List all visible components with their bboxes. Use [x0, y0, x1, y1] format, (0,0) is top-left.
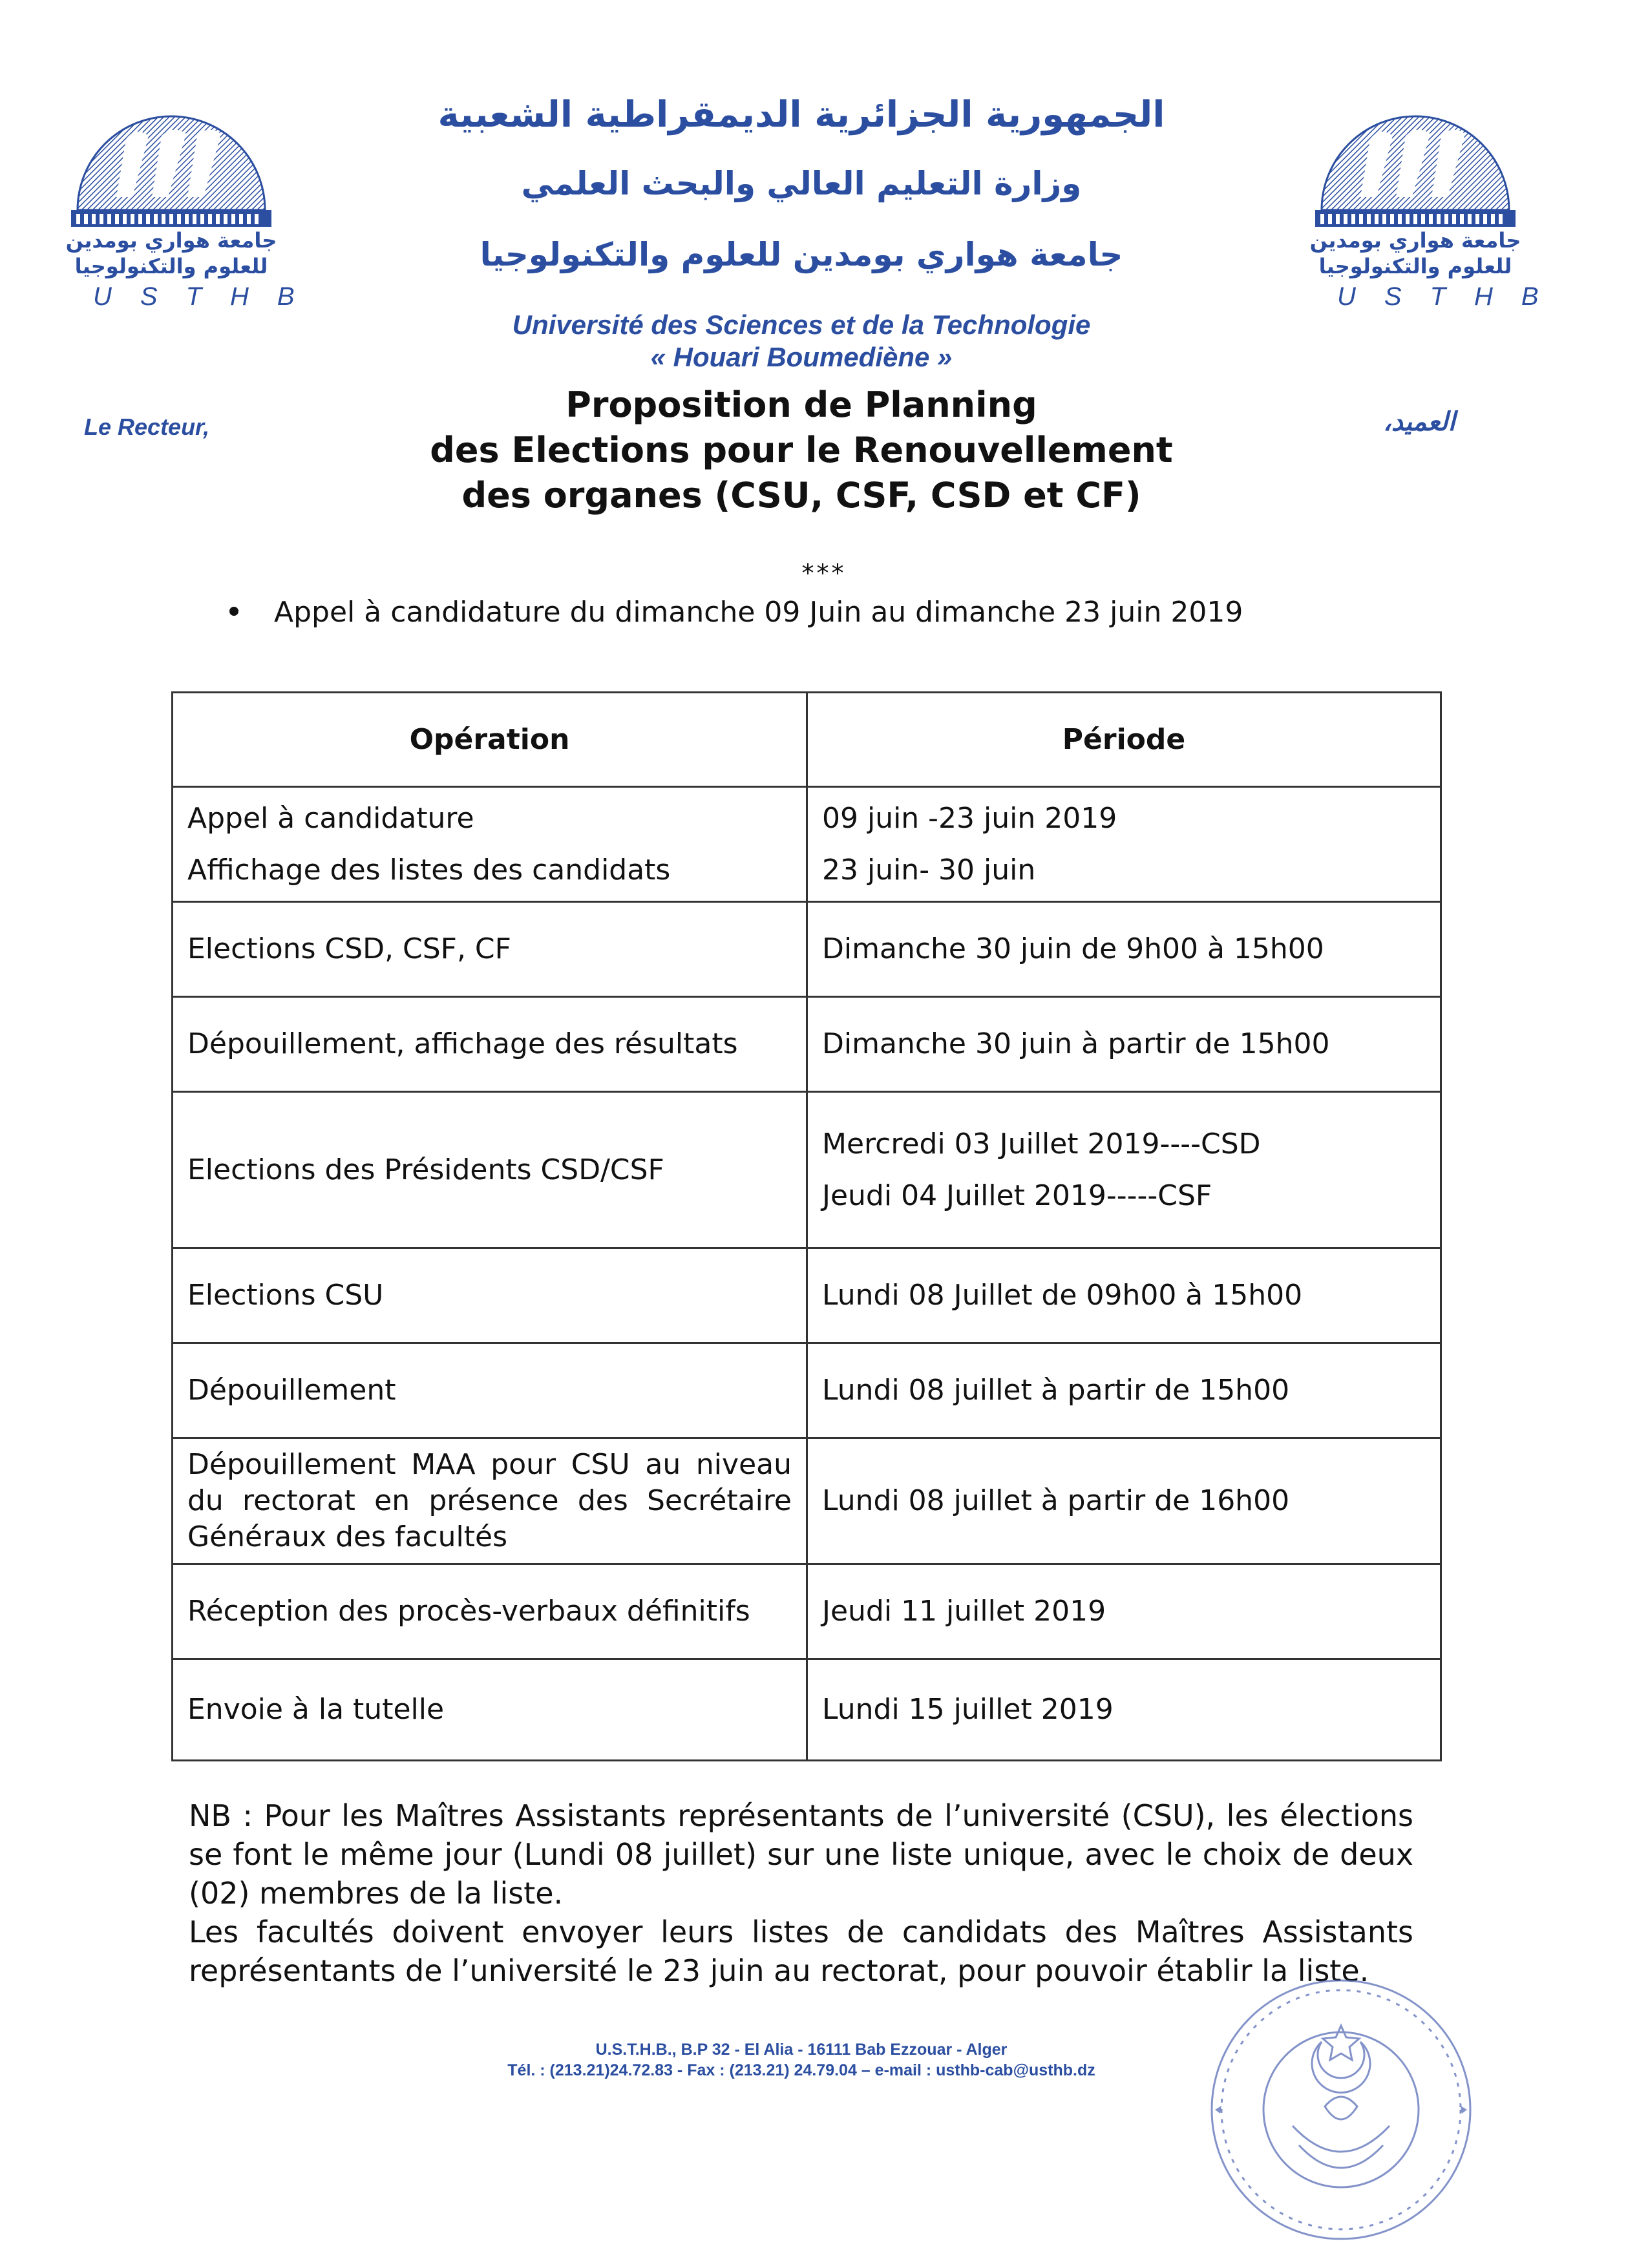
header-university-fr-line1: Université des Sciences et de la Technologie: [512, 310, 1091, 340]
document-title-line3: des organes (CSU, CSF, CSD et CF): [461, 475, 1141, 516]
table-row: [173, 1659, 1441, 1761]
period-cell: Jeudi 11 juillet 2019: [807, 1564, 1441, 1659]
table-row: [173, 902, 1441, 997]
period-cell: Lundi 08 juillet à partir de 16h00: [807, 1438, 1441, 1564]
period-cell: [807, 1092, 1441, 1248]
footer-address: U.S.T.H.B., B.P 32 - El Alia - 16111 Bab Ezzouar - Alger: [595, 2041, 1008, 2059]
header-operation: Opération: [173, 693, 807, 787]
bullet-dot-icon: [229, 607, 238, 616]
nb-paragraph-1: NB : Pour les Maîtres Assistants représentants de l’université (CSU), les élections se font le même jour (Lundi 08 juillet) sur une liste unique, avec le choix de deux (02) membres de la liste.: [189, 1798, 1413, 1911]
operation-cell: Dépouillement: [173, 1343, 807, 1438]
period-cell: Lundi 08 juillet à partir de 15h00: [807, 1343, 1441, 1438]
logo-arabic-line2: للعلوم والتكنولوجيا: [74, 254, 268, 278]
cell-text: 09 juin -23 juin 2019: [822, 801, 1117, 835]
cell-text: 23 juin- 30 juin: [822, 853, 1036, 887]
table-header-row: [173, 693, 1441, 787]
logo-arabic-line1: جامعة هواري بومدين: [65, 228, 277, 253]
table-row: [173, 1564, 1441, 1659]
logo-arabic-line2: للعلوم والتكنولوجيا: [1318, 254, 1512, 278]
usthb-logo-right: [1309, 100, 1567, 313]
period-cell: Dimanche 30 juin de 9h00 à 15h00: [807, 902, 1441, 997]
table-row: [173, 1438, 1441, 1564]
bullet-text: Appel à candidature du dimanche 09 Juin au dimanche 23 juin 2019: [274, 596, 1243, 629]
header-university-fr-line2: « Houari Boumediène »: [650, 342, 953, 372]
operation-cell: Dépouillement MAA pour CSU au niveau du rectorat en présence des Secrétaire Généraux des facultés: [173, 1438, 807, 1564]
table-row: [173, 997, 1441, 1092]
period-cell: [807, 787, 1441, 902]
period-cell: Dimanche 30 juin à partir de 15h00: [807, 997, 1441, 1092]
operation-cell: Dépouillement, affichage des résultats: [173, 997, 807, 1092]
le-recteur-label: Le Recteur,: [84, 414, 210, 440]
operation-cell: Elections des Présidents CSD/CSF: [173, 1092, 807, 1248]
logo-latin: USTHB: [1337, 282, 1567, 311]
document-title-line2: des Elections pour le Renouvellement: [430, 430, 1173, 470]
cell-text: Affichage des listes des candidats: [187, 853, 671, 887]
period-cell: Lundi 08 Juillet de 09h00 à 15h00: [807, 1248, 1441, 1343]
operation-cell: Réception des procès-verbaux définitifs: [173, 1564, 807, 1659]
operation-cell: Elections CSD, CSF, CF: [173, 902, 807, 997]
bullet-item: [229, 596, 1243, 629]
header-ministry-ar: وزارة التعليم العالي والبحث العلمي: [521, 165, 1082, 202]
cell-text: Appel à candidature: [187, 801, 474, 835]
footer-contact: Tél. : (213.21)24.72.83 - Fax : (213.21) 24.79.04 – e-mail : usthb-cab@usthb.dz: [507, 2061, 1095, 2079]
header-university-ar: جامعة هواري بومدين للعلوم والتكنولوجيا: [480, 236, 1123, 273]
usthb-emblem-icon: [65, 100, 278, 229]
cell-text: Mercredi 03 Juillet 2019----CSD: [822, 1127, 1261, 1160]
usthb-logo-left: [65, 100, 323, 313]
header-republic-ar: الجمهورية الجزائرية الديمقراطية الشعبية: [438, 94, 1165, 136]
operation-cell: Envoie à la tutelle: [173, 1659, 807, 1761]
document-title-line1: Proposition de Planning: [565, 384, 1037, 425]
official-stamp-icon: [1196, 1964, 1486, 2255]
table-row: [173, 1092, 1441, 1248]
al-amid-label: العميد،: [1383, 407, 1455, 437]
separator: ***: [801, 559, 847, 587]
operation-cell: Elections CSU: [173, 1248, 807, 1343]
table-row: [173, 1343, 1441, 1438]
nb-paragraph-2: Les facultés doivent envoyer leurs listes de candidats des Maîtres Assistants représentants de l’université le 23 juin au rectorat, pour pouvoir établir la liste.: [189, 1915, 1413, 1988]
header-periode: Période: [807, 693, 1441, 787]
table-row: [173, 787, 1441, 902]
usthb-emblem-icon: [1309, 100, 1522, 229]
planning-table: [171, 691, 1442, 1761]
nb-note: [189, 1796, 1413, 1990]
logo-latin: USTHB: [93, 282, 323, 311]
table-row: [173, 1248, 1441, 1343]
cell-text: Jeudi 04 Juillet 2019-----CSF: [822, 1179, 1212, 1212]
operation-cell: [173, 787, 807, 902]
period-cell: Lundi 15 juillet 2019: [807, 1659, 1441, 1761]
logo-arabic-line1: جامعة هواري بومدين: [1309, 228, 1521, 253]
